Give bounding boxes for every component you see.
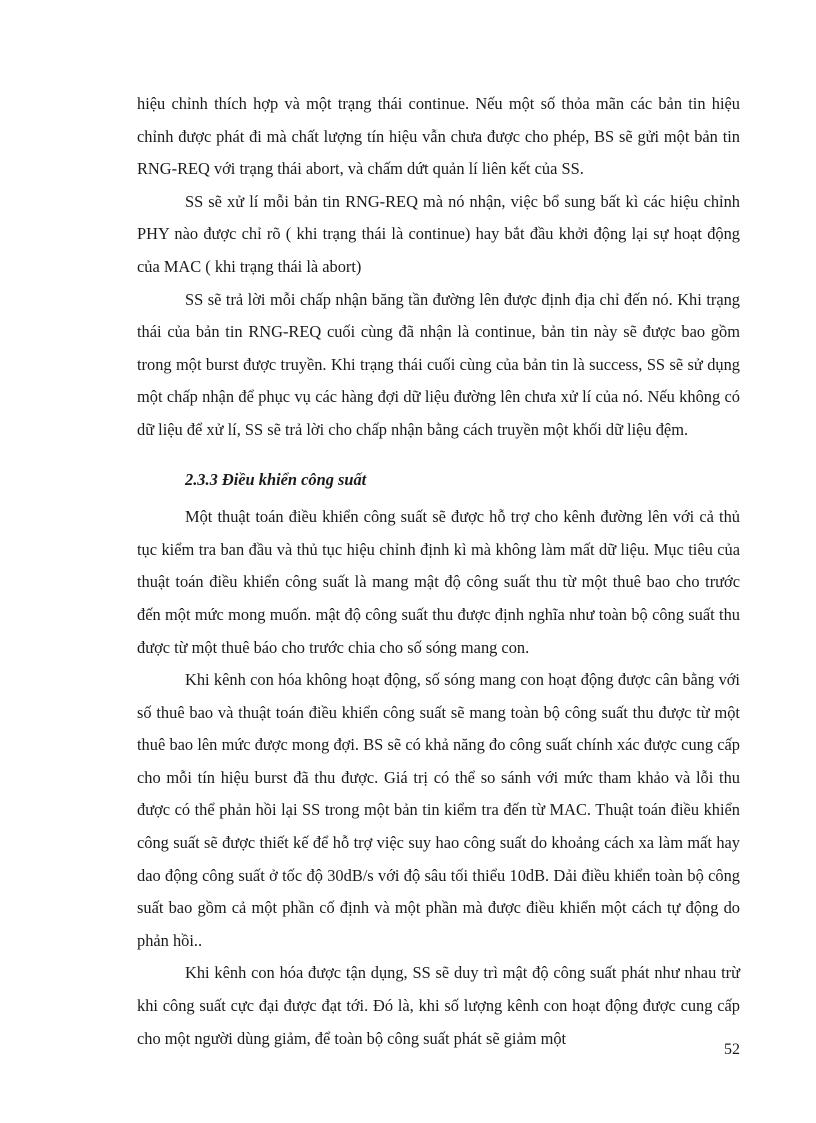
paragraph-ss-process-rng-req: SS sẽ xử lí mỗi bản tin RNG-REQ mà nó nhận, việc bổ sung bất kì các hiệu chỉnh PHY nào được chỉ rõ ( khi trạng thái là continue) hay bắt đầu khởi động lại sự hoạt động của MAC ( khi trạng thái là abort) <box>137 191 740 276</box>
paragraph-continuation: hiệu chỉnh thích hợp và một trạng thái continue. Nếu một số thỏa mãn các bản tin hiệu chỉnh được phát đi mà chất lượng tín hiệu vẫn chưa được cho phép, BS sẽ gửi một bản tin RNG-REQ với trạng thái abort, và chấm dứt quản lí liên kết của SS. <box>137 94 740 179</box>
document-page <box>137 88 740 1055</box>
section-heading: 2.3.3 Điều khiển công suất <box>185 469 367 489</box>
page-number: 52 <box>724 1041 740 1058</box>
paragraph-ss-respond-grant: SS sẽ trả lời mỗi chấp nhận băng tần đường lên được định địa chỉ đến nó. Khi trạng thái của bản tin RNG-REQ cuối cùng đã nhận là continue, bản tin này sẽ được bao gồm trong một burst được truyền. Khi trạng thái cuối cùng của bản tin là success, SS sẽ sử dụng một chấp nhận để phục vụ các hàng đợi dữ liệu đường lên chưa xử lí của nó. Nếu không có dữ liệu để xử lí, SS sẽ trả lời cho chấp nhận bằng cách truyền một khối dữ liệu đệm. <box>137 289 740 439</box>
paragraph-power-control-algorithm: Một thuật toán điều khiển công suất sẽ được hỗ trợ cho kênh đường lên với cả thủ tục kiểm tra ban đầu và thủ tục hiệu chỉnh định kì mà không làm mất dữ liệu. Mục tiêu của thuật toán điều khiển công suất là mang mật độ công suất thu từ một thuê bao cho trước đến một mức mong muốn. mật độ công suất thu được định nghĩa như toàn bộ công suất thu được từ một thuê báo cho trước chia cho số sóng mang con. <box>137 507 740 657</box>
paragraph-subchannelization-inactive: Khi kênh con hóa không hoạt động, số sóng mang con hoạt động được cân bằng với số thuê bao và thuật toán điều khiển công suất sẽ mang toàn bộ công suất thu được từ một thuê bao lên mức được mong đợi. BS sẽ có khả năng đo công suất chính xác được cung cấp cho mỗi tín hiệu burst đã thu được. Giá trị có thể so sánh với mức tham khảo và lỗi thu được có thể phản hồi lại SS trong một bản tin kiểm tra đến từ MAC. Thuật toán điều khiển công suất sẽ được thiết kế để hỗ trợ việc suy hao công suất do khoảng cách xa làm mất hay dao động công suất ở tốc độ 30dB/s với độ sâu tối thiểu 10dB. Dải điều khiển toàn bộ công suất bao gồm cả một phần cố định và một phần mà được điều khiển một cách tự động do phản hồi.. <box>137 670 740 950</box>
paragraph-subchannelization-used: Khi kênh con hóa được tận dụng, SS sẽ duy trì mật độ công suất phát như nhau trừ khi công suất cực đại được đạt tới. Đó là, khi số lượng kênh con hoạt động được cung cấp cho một người dùng giảm, để toàn bộ công suất phát sẽ giảm một <box>137 963 740 1048</box>
